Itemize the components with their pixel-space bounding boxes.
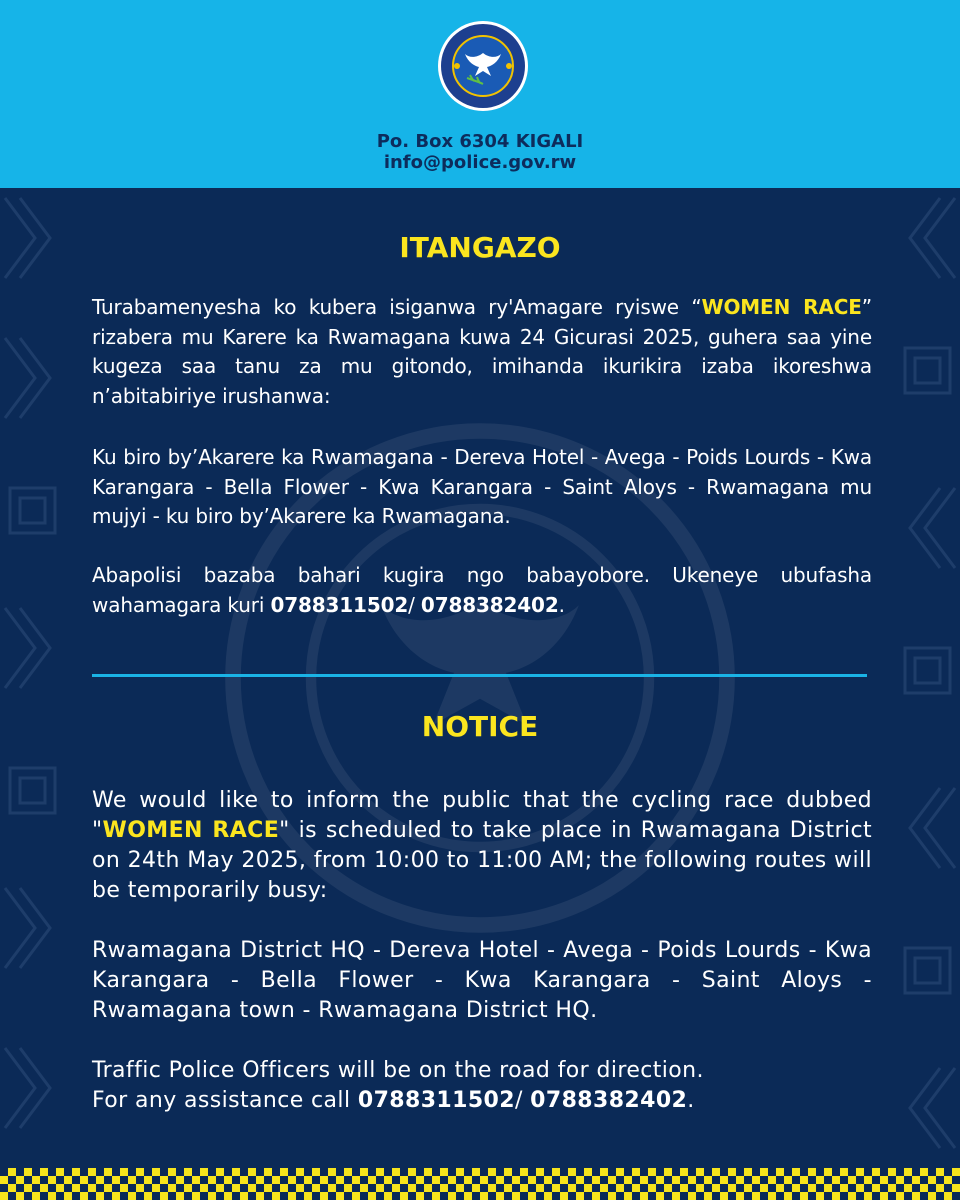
rw-paragraph-intro [92,293,872,411]
contact-block [0,131,960,173]
en-contact-text: For any assistance call [92,1088,358,1113]
rw-phone-2: 0788382402 [420,592,559,617]
left-border-pattern-icon [0,188,70,1168]
rw-paragraph-contact [92,561,872,620]
header-banner [0,0,960,188]
rw-event-name: WOMEN RACE [701,295,862,319]
itangazo-title: ITANGAZO [399,231,561,264]
police-logo-icon [437,20,529,112]
notice-body [0,188,960,1168]
en-contact-line-1: Traffic Police Officers will be on the road for direction. [92,1058,704,1083]
right-border-pattern-icon [890,188,960,1168]
en-paragraph-route: Rwamagana District HQ - Dereva Hotel - Avega - Poids Lourds - Kwa Karangara - Bella Flower - Kwa Karangara - Saint Aloys - Rwamagana town - Rwamagana District HQ. [92,938,872,1023]
po-box: Po. Box 6304 KIGALI [376,131,584,152]
rw-paragraph-route: Ku biro by’Akarere ka Rwamagana - Dereva Hotel - Avega - Poids Lourds - Kwa Karangara - Bella Flower - Kwa Karangara - Saint Aloys - Rwamagana mu mujyi - ku biro by’Akarere ka Rwamagana. [92,445,872,528]
checkered-footer-band [0,1168,960,1200]
en-event-name: WOMEN RACE [102,818,280,843]
en-phone-2: 0788382402 [530,1088,688,1113]
en-phone-1: 0788311502 [357,1088,515,1113]
en-paragraph-contact [92,1056,872,1116]
rw-period: . [558,592,565,617]
rw-phone-1: 0788311502 [270,592,409,617]
rw-intro-text-a: Turabamenyesha ko kubera isiganwa ry'Amagare ryiswe “ [92,295,702,319]
en-intro-text-b: " is scheduled to take place in Rwamagana District on 24th May 2025, from 10:00 to 11:00 AM; the following routes will be temporarily busy: [92,818,872,903]
rw-intro-text-b: ” rizabera mu Karere ka Rwamagana kuwa 24 Gicurasi 2025, guhera saa yine kugeza saa tanu za mu gitondo, imihanda ikurikira izaba ikoreshwa n’abitabiriye irushanwa: [92,295,872,408]
en-intro-text-a: We would like to inform the public that the cycling race dubbed " [92,788,872,843]
notice-title: NOTICE [421,710,539,743]
en-phone-separator: / [514,1088,531,1113]
rw-phone-separator: / [408,592,421,617]
en-paragraph-intro [92,786,872,906]
section-divider [92,674,867,677]
email-address: info@police.gov.rw [383,152,577,173]
en-period: . [687,1088,695,1113]
rw-contact-text: Abapolisi bazaba bahari kugira ngo babayobore. Ukeneye ubufasha wahamagara kuri [92,563,872,617]
